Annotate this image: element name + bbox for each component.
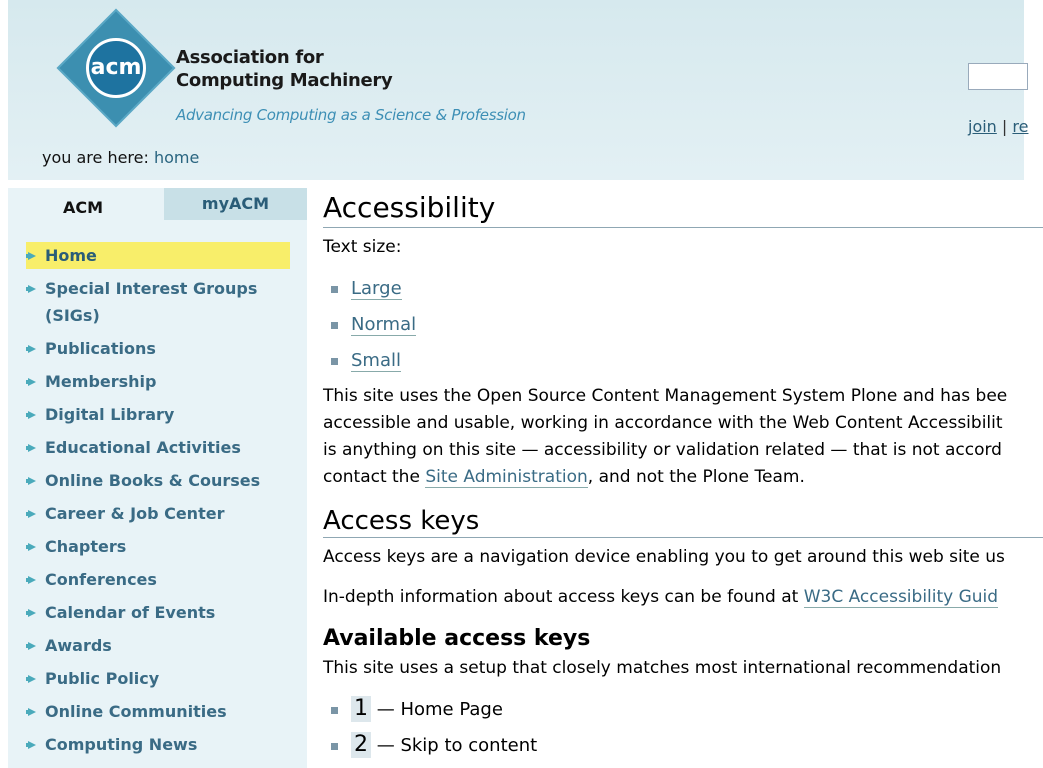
sidebar-item-label: Digital Library: [45, 405, 175, 424]
link-separator: |: [1001, 117, 1008, 136]
access-keys-info: [323, 584, 1043, 611]
search-input[interactable]: [968, 63, 1028, 90]
sidebar-item-membership[interactable]: [26, 368, 290, 395]
sidebar-item-sigs[interactable]: [26, 275, 290, 329]
logo-circle: acm: [86, 38, 146, 98]
sidebar-item-public-policy[interactable]: [26, 665, 290, 692]
sidebar-item-computing-news[interactable]: [26, 731, 290, 758]
sidebar-item-label: Calendar of Events: [45, 603, 216, 622]
arrow-bullet-icon: [28, 576, 36, 584]
sidebar-nav: [26, 242, 290, 764]
square-bullet-icon: [331, 286, 338, 293]
intro-line: This site uses the Open Source Content Management System Plone and has bee: [323, 386, 1008, 406]
sidebar-item-home[interactable]: [26, 242, 290, 269]
sidebar-item-label: Membership: [45, 372, 157, 391]
sidebar-item-online-communities[interactable]: [26, 698, 290, 725]
sidebar-item-conferences[interactable]: [26, 566, 290, 593]
arrow-bullet-icon: [28, 675, 36, 683]
site-administration-link[interactable]: Site Administration: [425, 467, 588, 487]
access-key-item: [323, 692, 1043, 728]
sidebar-item-educational-activities[interactable]: [26, 434, 290, 461]
sidebar-item-label: Public Policy: [45, 669, 160, 688]
tagline: Advancing Computing as a Science & Profession: [176, 106, 526, 124]
join-link[interactable]: join: [968, 117, 997, 136]
access-key-label: — Skip to content: [376, 735, 538, 756]
org-name-line1: Association for: [176, 47, 324, 68]
access-keys-list: [323, 692, 1043, 764]
secondary-link[interactable]: re: [1012, 117, 1029, 136]
access-key-item: [323, 728, 1043, 764]
sidebar-item-label: Online Communities: [45, 702, 227, 721]
org-name: [176, 46, 392, 92]
acm-logo[interactable]: [56, 14, 176, 124]
intro-line: accessible and usable, working in accordance with the Web Content Accessibilit: [323, 413, 1003, 433]
sidebar-item-label: Awards: [45, 636, 112, 655]
sidebar-item-label: Educational Activities: [45, 438, 241, 457]
arrow-bullet-icon: [28, 642, 36, 650]
sidebar-item-chapters[interactable]: [26, 533, 290, 560]
access-key-label: — Home Page: [376, 699, 503, 720]
sidebar-item-label: Chapters: [45, 537, 127, 556]
breadcrumb-home-link[interactable]: home: [153, 148, 200, 167]
square-bullet-icon: [331, 707, 338, 714]
sidebar-item-publications[interactable]: [26, 335, 290, 362]
tab-acm[interactable]: ACM: [8, 188, 158, 228]
intro-text: contact the: [323, 467, 426, 487]
available-keys-description: This site uses a setup that closely matches most international recommendation: [323, 658, 1002, 678]
sidebar-item-label: Home: [45, 246, 97, 265]
text-size-label: Text size:: [323, 237, 402, 257]
breadcrumb-prefix: you are here:: [42, 148, 149, 167]
sidebar-item-online-books[interactable]: [26, 467, 290, 494]
intro-line: [323, 464, 1043, 491]
page-title: Accessibility: [323, 190, 1043, 228]
intro-text: , and not the Plone Team.: [587, 467, 805, 487]
arrow-bullet-icon: [28, 378, 36, 386]
text-size-large-link[interactable]: Large: [351, 278, 402, 299]
sidebar-item-label: Publications: [45, 339, 156, 358]
text-size-normal-link[interactable]: Normal: [351, 314, 417, 335]
available-keys-heading: Available access keys: [323, 626, 591, 651]
arrow-bullet-icon: [28, 345, 36, 353]
sidebar-item-awards[interactable]: [26, 632, 290, 659]
org-name-line2: Computing Machinery: [176, 70, 393, 91]
breadcrumb: [42, 148, 199, 167]
sidebar-item-label: Conferences: [45, 570, 157, 589]
square-bullet-icon: [331, 743, 338, 750]
access-key-code: 2: [351, 732, 371, 758]
arrow-bullet-icon: [28, 477, 36, 485]
square-bullet-icon: [331, 322, 338, 329]
square-bullet-icon: [331, 358, 338, 365]
sidebar-item-label: Computing News: [45, 735, 198, 754]
site-header: [8, 0, 1029, 180]
arrow-bullet-icon: [28, 411, 36, 419]
arrow-bullet-icon: [28, 543, 36, 551]
access-keys-heading: Access keys: [323, 505, 1043, 538]
sidebar-item-label: Career & Job Center: [45, 504, 225, 523]
access-key-code: 1: [351, 696, 371, 722]
text-size-small-link[interactable]: Small: [351, 350, 401, 371]
access-keys-info-text: In-depth information about access keys can be found at: [323, 587, 804, 607]
arrow-bullet-icon: [28, 252, 36, 260]
sidebar-item-career[interactable]: [26, 500, 290, 527]
top-links: [968, 117, 1028, 136]
arrow-bullet-icon: [28, 741, 36, 749]
sidebar-item-digital-library[interactable]: [26, 401, 290, 428]
text-size-item: [323, 343, 1043, 379]
tab-myacm[interactable]: myACM: [164, 188, 307, 220]
arrow-bullet-icon: [28, 285, 36, 293]
sidebar-item-calendar[interactable]: [26, 599, 290, 626]
main-content: [323, 190, 1043, 764]
access-keys-description: Access keys are a navigation device enabling you to get around this web site us: [323, 547, 1005, 567]
text-size-item: [323, 307, 1043, 343]
arrow-bullet-icon: [28, 609, 36, 617]
sidebar-tabs: [8, 188, 307, 228]
text-size-item: [323, 271, 1043, 307]
intro-paragraph: [323, 383, 1043, 491]
arrow-bullet-icon: [28, 444, 36, 452]
intro-line: is anything on this site — accessibility or validation related — that is not accord: [323, 440, 1002, 460]
text-size-list: [323, 271, 1043, 379]
sidebar-item-label: Online Books & Courses: [45, 471, 261, 490]
w3c-guidelines-link[interactable]: W3C Accessibility Guid: [803, 587, 999, 607]
sidebar-item-label: Special Interest Groups (SIGs): [45, 279, 258, 325]
arrow-bullet-icon: [28, 510, 36, 518]
sidebar: [8, 188, 307, 768]
arrow-bullet-icon: [28, 708, 36, 716]
